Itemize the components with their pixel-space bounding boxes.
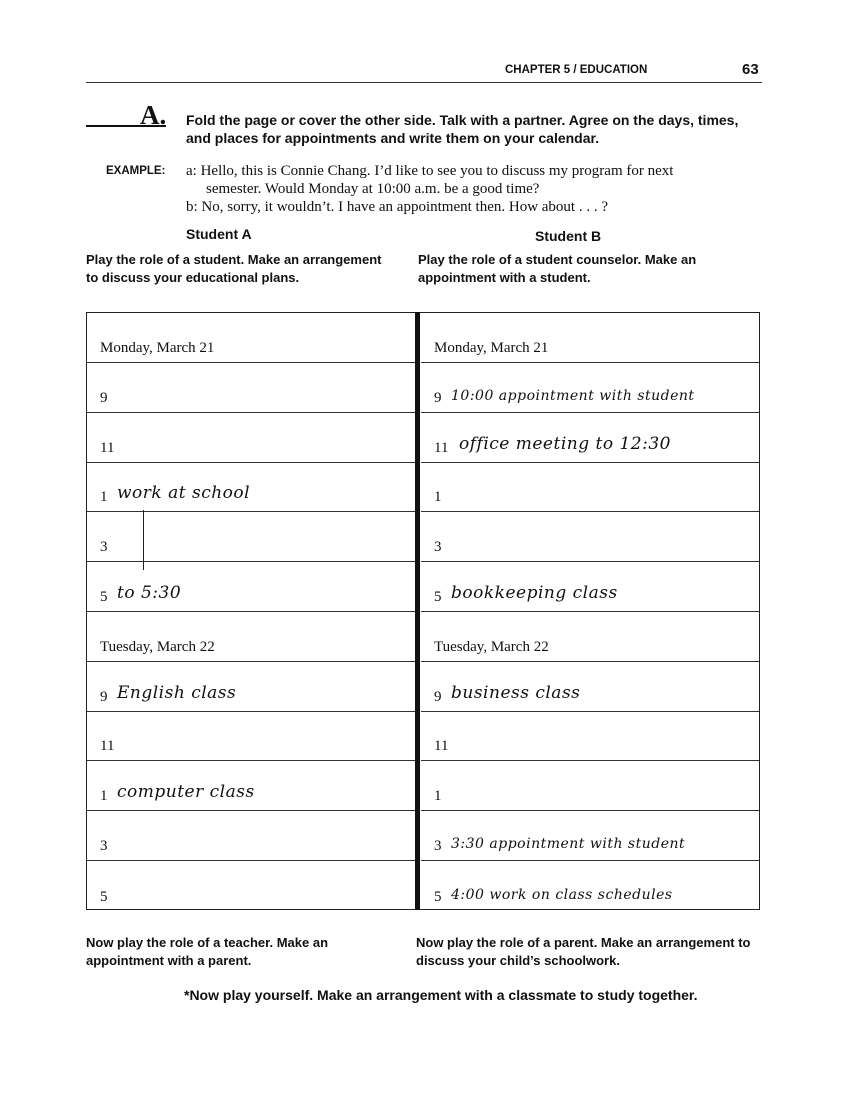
time-label: 5 <box>100 888 108 905</box>
time-label: 3 <box>434 539 442 556</box>
calendar-row-right <box>421 761 759 811</box>
calendar-row-right <box>421 562 759 612</box>
example-dialogue <box>186 162 746 216</box>
time-label: 1 <box>100 788 108 805</box>
exercise-letter: A. <box>140 100 167 130</box>
example-line-b: b: No, sorry, it wouldn’t. I have an appointment then. How about . . . ? <box>186 199 609 215</box>
calendar-row-left <box>87 861 416 911</box>
handwritten-entry: office meeting to 12:30 <box>459 433 671 454</box>
time-label: 1 <box>434 489 442 506</box>
handwritten-entry: computer class <box>117 782 255 803</box>
calendar-row-left <box>87 811 416 861</box>
handwritten-entry: 10:00 appointment with student <box>451 387 695 404</box>
calendar-row-left <box>87 413 416 463</box>
calendar-row-right <box>421 861 759 911</box>
time-label: 1 <box>100 489 108 506</box>
exercise-instructions: Fold the page or cover the other side. Talk with a partner. Agree on the days, times, and places for appointments and write them on your calendar. <box>186 112 739 146</box>
calendar-row-left <box>87 363 416 413</box>
calendar-row-left <box>87 462 416 512</box>
handwritten-entry: work at school <box>117 483 251 504</box>
calendar-row-right <box>421 413 759 463</box>
time-label: 9 <box>100 389 108 406</box>
calendar-row-right <box>421 363 759 413</box>
time-label: 3 <box>100 539 108 556</box>
chapter-title: CHAPTER 5 / EDUCATION <box>505 64 648 76</box>
calendar-row-right <box>421 512 759 562</box>
calendar-row-right <box>421 612 759 662</box>
fold-divider <box>415 312 420 910</box>
handwritten-entry: 3:30 appointment with student <box>451 836 686 852</box>
time-label: 11 <box>100 738 115 755</box>
calendar-row-right <box>421 662 759 712</box>
time-label: 3 <box>100 838 108 854</box>
calendar-row-left <box>87 512 416 562</box>
handwritten-entry: to 5:30 <box>117 583 182 603</box>
student-b-title: Student B <box>535 228 602 244</box>
handwritten-entry: business class <box>451 682 581 703</box>
student-a-title: Student A <box>186 226 252 242</box>
example-line-a-cont: semester. Would Monday at 10:00 a.m. be a good time? <box>206 181 540 197</box>
page-number: 63 <box>742 61 759 78</box>
time-label: 3 <box>434 838 442 854</box>
time-label: 11 <box>434 439 449 456</box>
student-b-role: Play the role of a student counselor. Make an appointment with a student. <box>418 252 697 285</box>
calendar-row-right <box>421 313 759 363</box>
handwritten-entry: 4:00 work on class schedules <box>451 886 673 903</box>
handwritten-entry: bookkeeping class <box>451 583 618 603</box>
calendar-row-left <box>87 313 416 363</box>
yourself-instruction: *Now play yourself. Make an arrangement with a classmate to study together. <box>184 987 698 1003</box>
calendar-row-left <box>87 662 416 712</box>
example-label: EXAMPLE: <box>106 165 166 177</box>
time-label: 9 <box>434 389 442 406</box>
calendar-table <box>86 312 760 910</box>
time-label: 5 <box>434 888 442 905</box>
time-label: 11 <box>100 439 115 456</box>
calendar-row-right <box>421 711 759 761</box>
calendar-row-right <box>421 462 759 512</box>
day-heading: Tuesday, March 22 <box>100 638 215 655</box>
time-label: 5 <box>434 589 442 605</box>
day-heading: Monday, March 21 <box>434 340 549 356</box>
time-label: 1 <box>434 788 442 805</box>
calendar-row-left <box>87 711 416 761</box>
time-label: 11 <box>434 738 449 755</box>
calendar-row-left <box>87 562 416 612</box>
handwritten-entry: English class <box>117 682 237 703</box>
teacher-role-instruction: Now play the role of a teacher. Make an appointment with a parent. <box>86 935 329 968</box>
time-label: 9 <box>434 688 442 705</box>
calendar-row-right <box>421 811 759 861</box>
time-label: 5 <box>100 589 108 605</box>
day-heading: Tuesday, March 22 <box>434 638 549 655</box>
example-line-a: a: Hello, this is Connie Chang. I’d like to see you to discuss my program for next <box>186 163 674 179</box>
parent-role-instruction: Now play the role of a parent. Make an arrangement to discuss your child’s schoolwork. <box>416 935 751 968</box>
time-label: 9 <box>100 688 108 705</box>
header-rule <box>86 82 762 83</box>
student-a-role: Play the role of a student. Make an arrangement to discuss your educational plans. <box>86 252 382 285</box>
calendar-row-left <box>87 612 416 662</box>
day-heading: Monday, March 21 <box>100 340 215 356</box>
calendar-row-left <box>87 761 416 811</box>
handwritten-duration-line <box>143 510 144 570</box>
